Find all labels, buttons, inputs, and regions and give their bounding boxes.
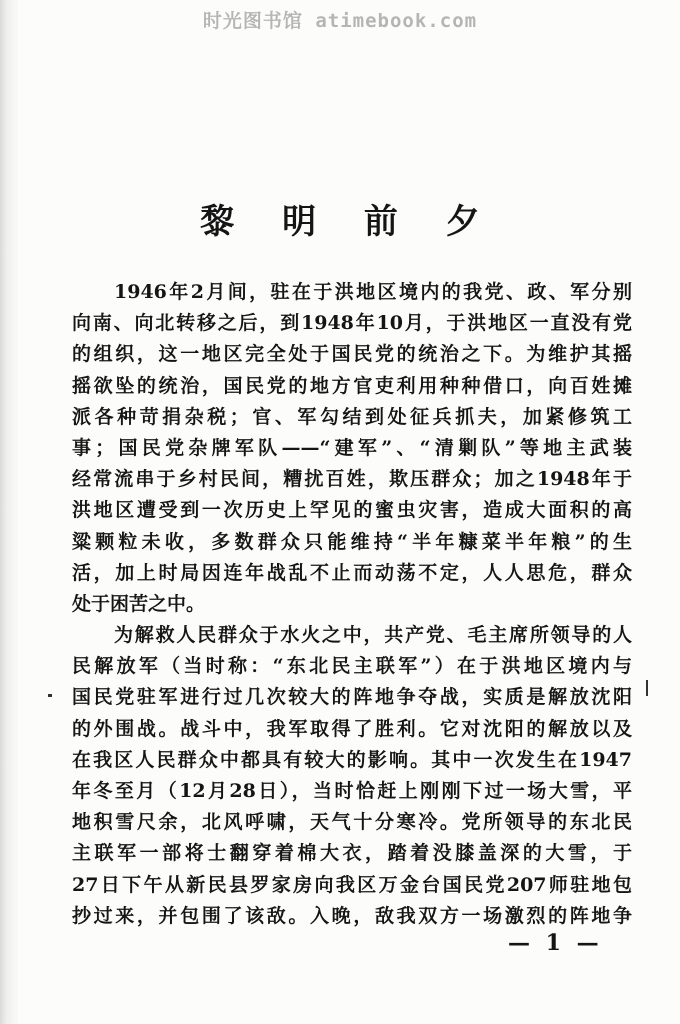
text-line: 派各种苛捐杂税；官、军勾结到处征兵抓夫，加紧修筑工 bbox=[72, 405, 632, 428]
scan-mark bbox=[646, 680, 648, 696]
text-line: 摇欲坠的统治，国民党的地方官吏利用种种借口，向百姓摊 bbox=[72, 374, 632, 397]
text-line: 事；国民党杂牌军队——“建军”、“清剿队”等地主武装 bbox=[72, 436, 632, 459]
text-line: 地积雪尺余，北风呼啸，天气十分寒冷。党所领导的东北民 bbox=[72, 811, 632, 834]
text-line: 经常流串于乡村民间，糟扰百姓，欺压群众；加之1948年于 bbox=[72, 468, 632, 491]
text-line: 1946年2月间，驻在于洪地区境内的我党、政、军分别 bbox=[114, 281, 632, 303]
page-binding-edge bbox=[0, 0, 18, 1024]
paragraph bbox=[72, 620, 632, 932]
text-line: 为解救人民群众于水火之中，共产党、毛主席所领导的人 bbox=[114, 624, 632, 647]
body-text bbox=[72, 277, 632, 932]
page-number: — 1 — bbox=[508, 930, 603, 956]
text-line: 在我区人民群众中都具有较大的影响。其中一次发生在1947 bbox=[72, 748, 632, 771]
text-line: 27日下午从新民县罗家房向我区万金台国民党207师驻地包 bbox=[72, 873, 632, 896]
chapter-title: 黎 明 前 夕 bbox=[200, 202, 498, 242]
scan-mark bbox=[48, 694, 52, 697]
text-line: 处于困苦之中。 bbox=[72, 592, 206, 615]
text-line: 的外围战。战斗中，我军取得了胜利。它对沈阳的解放以及 bbox=[72, 717, 632, 740]
text-line: 洪地区遭受到一次历史上罕见的蜜虫灾害，造成大面积的高 bbox=[72, 499, 632, 522]
paragraph bbox=[72, 277, 632, 620]
text-line: 主联军一部将士翻穿着棉大衣，踏着没膝盖深的大雪，于 bbox=[72, 842, 632, 865]
text-line: 民解放军（当时称：“东北民主联军”）在于洪地区境内与 bbox=[72, 655, 632, 678]
site-watermark: 时光图书馆 atimebook.com bbox=[202, 10, 478, 32]
text-line: 向南、向北转移之后，到1948年10月，于洪地区一直没有党 bbox=[72, 312, 632, 335]
text-line: 的组织，这一地区完全处于国民党的统治之下。为维护其摇 bbox=[72, 343, 632, 366]
text-line: 抄过来，并包围了该敌。入晚，敌我双方一场激烈的阵地争 bbox=[72, 904, 632, 927]
text-line: 活，加上时局因连年战乱不止而动荡不定，人人思危，群众 bbox=[72, 561, 632, 584]
text-line: 年冬至月（12月28日），当时恰赶上刚刚下过一场大雪，平 bbox=[72, 780, 632, 802]
text-line: 粱颗粒未收，多数群众只能维持“半年糠菜半年粮”的生 bbox=[72, 530, 632, 553]
text-line: 国民党驻军进行过几次较大的阵地争夺战，实质是解放沈阳 bbox=[72, 686, 632, 709]
